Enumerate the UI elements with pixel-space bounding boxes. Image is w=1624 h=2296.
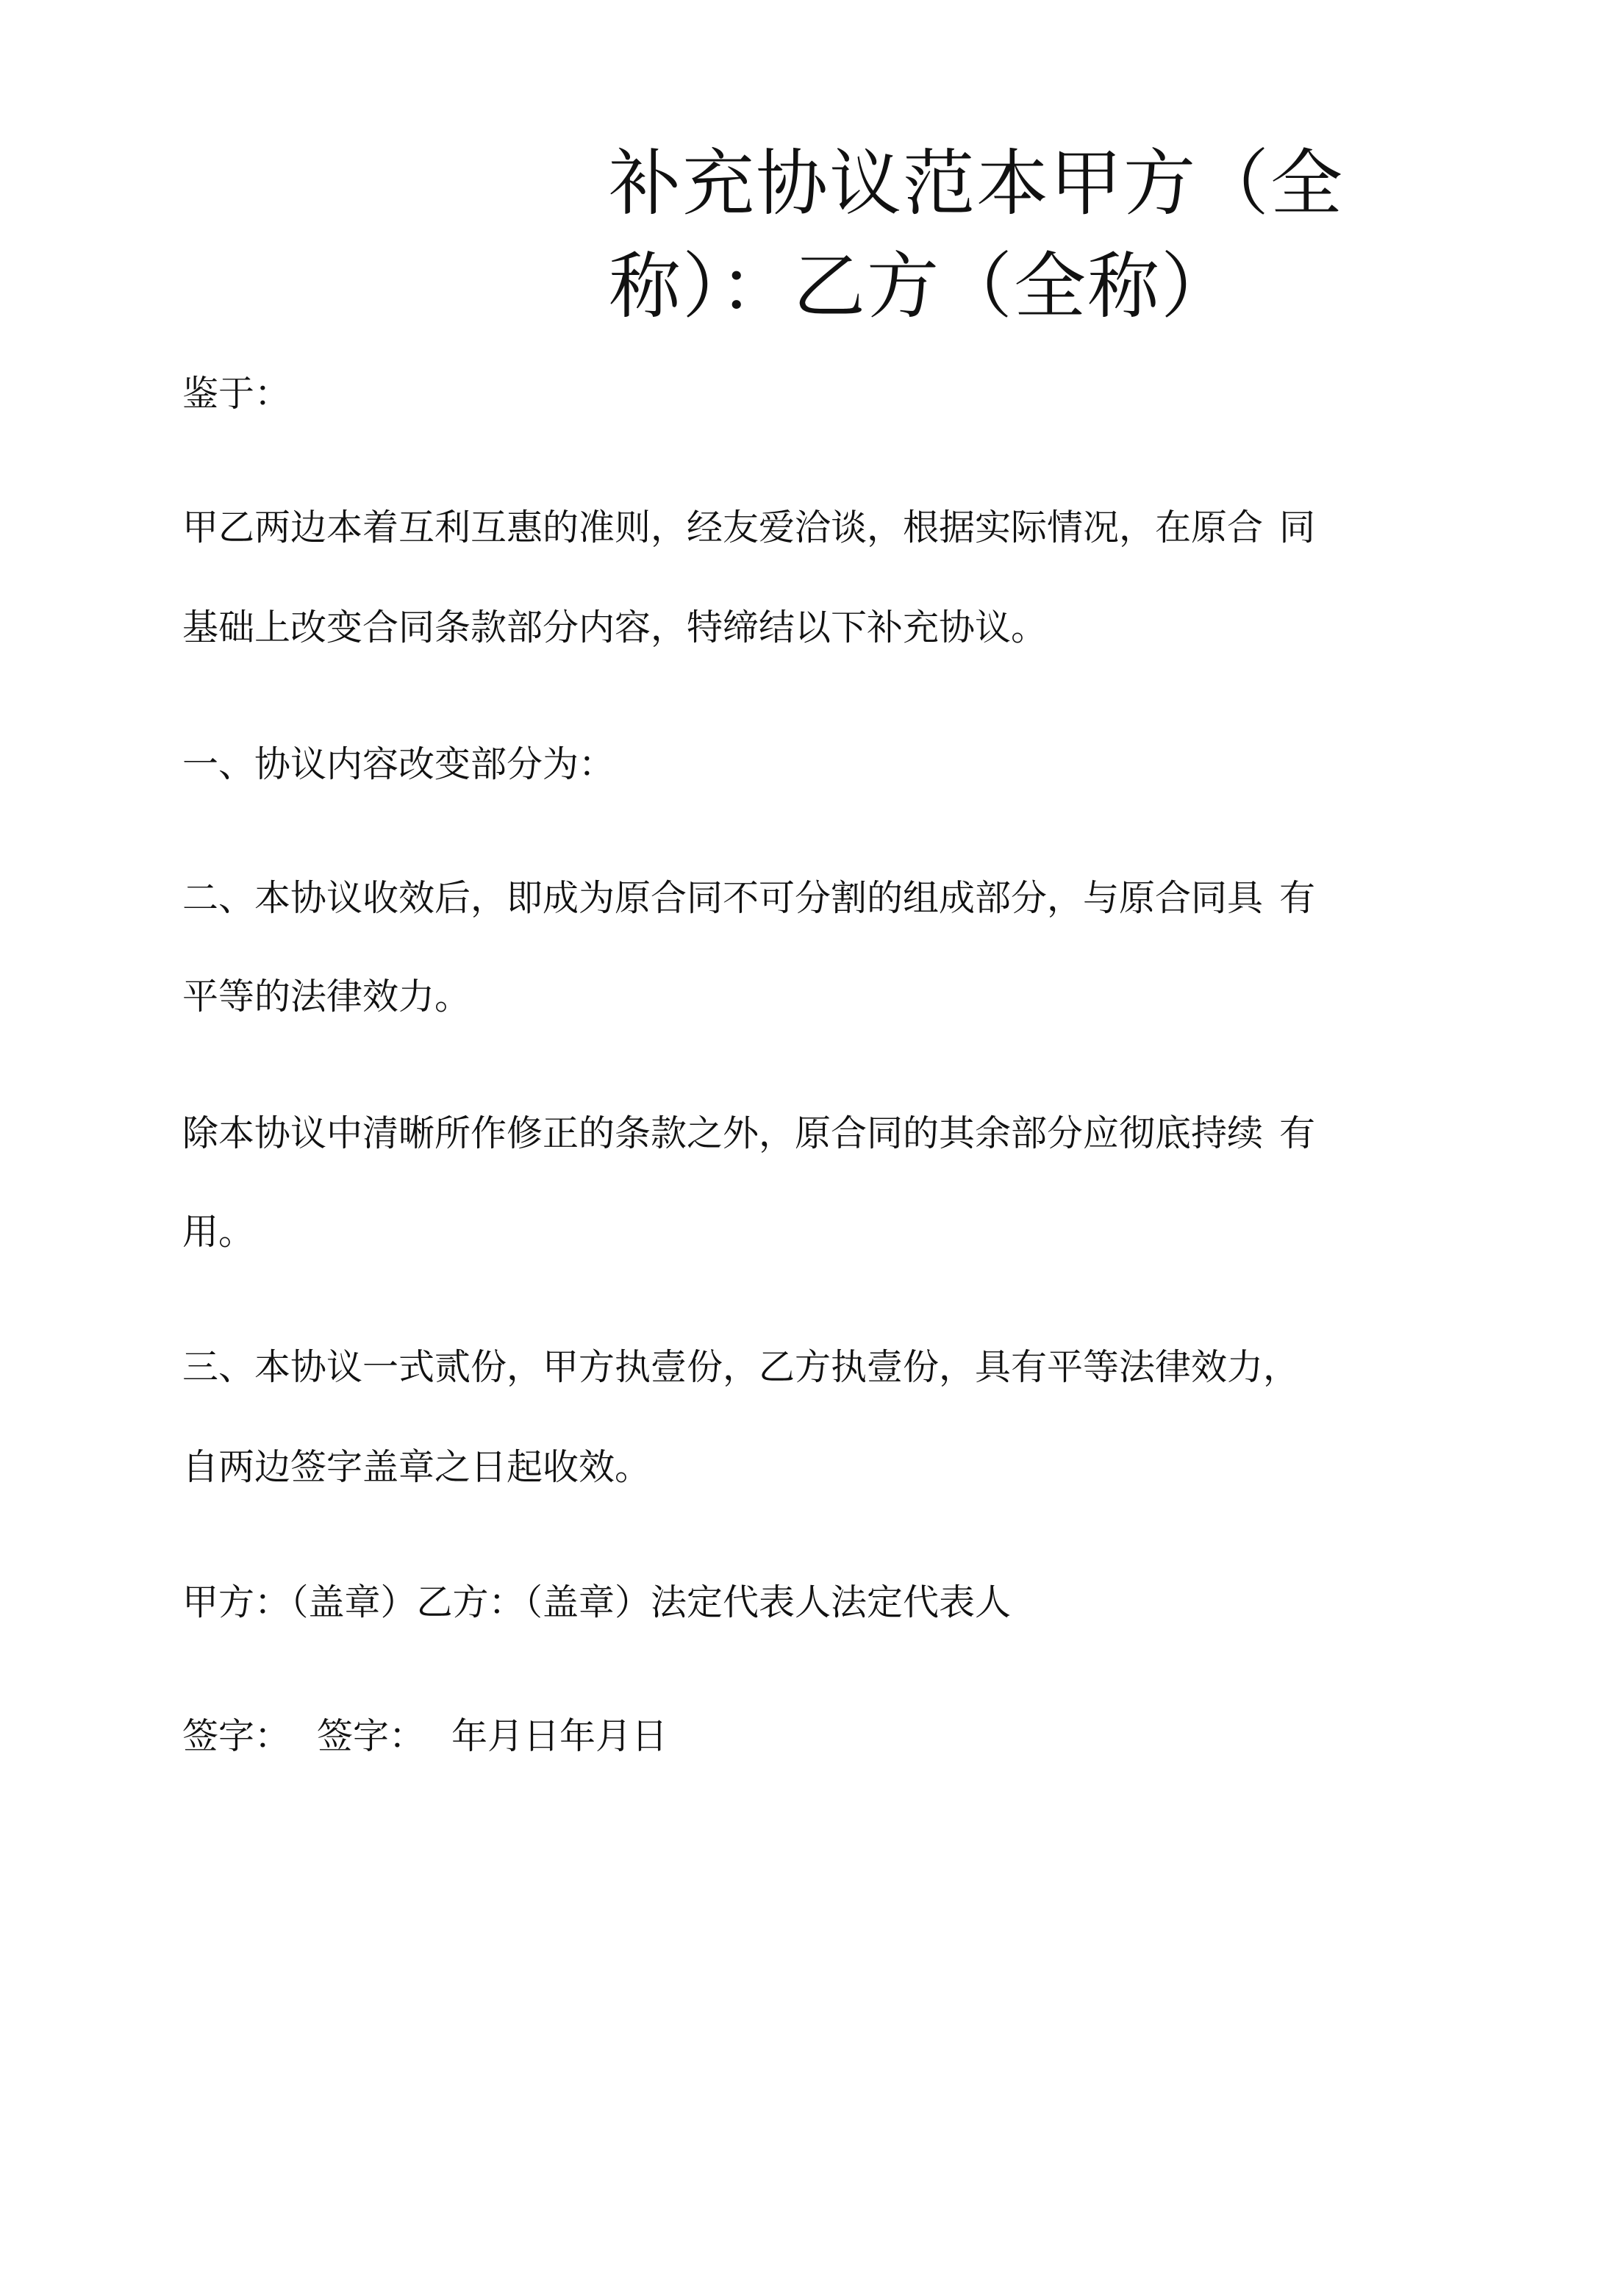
date-line: 年月日年月日 [451,1715,668,1757]
signature-parties-line: 甲方：（盖章）乙方：（盖章）法定代表人法定代表人 [182,1581,1012,1623]
paragraph-3-line-1-text: 除本协议中清晰所作修正的条款之外，原合同的其余部分应彻底持续 [182,1112,1264,1154]
paragraph-1-line-2: 基础上改变合同条款部分内容，特缔结以下补充协议。 [182,607,1048,648]
signature-b-label: 签字： [317,1715,426,1757]
clause-1: 一、协议内容改变部分为： [182,743,615,785]
signature-date-line [182,1714,668,1759]
document-title [609,132,1344,338]
clause-3-line-2: 自两边签字盖章之日起收效。 [182,1446,651,1488]
paragraph-1-line-1-end: 同 [1279,507,1316,548]
clause-2-line-1-end: 有 [1279,877,1316,919]
clause-2-line-1 [182,876,1315,920]
paragraph-1-line-1 [182,506,1315,550]
clause-2-line-1-text: 二、本协议收效后，即成为原合同不可分割的组成部分，与原合同具 [182,877,1264,919]
paragraph-3-line-1-end: 有 [1279,1112,1316,1154]
paragraph-1-line-1-text: 甲乙两边本着互利互惠的准则，经友爱洽谈，根据实际情况，在原合 [182,507,1264,548]
title-line-1: 补充协议范本甲方（全 [609,142,1345,226]
paragraph-3-line-1 [182,1112,1315,1156]
signature-a-label: 签字： [182,1715,291,1757]
clause-2-line-2: 平等的法律效力。 [182,976,471,1018]
preamble: 鉴于： [182,373,291,415]
title-line-2: 称）：乙方（全称） [609,245,1235,329]
paragraph-3-line-2: 用。 [182,1211,255,1253]
clause-3-line-1: 三、本协议一式贰份，甲方执壹份，乙方执壹份，具有平等法律效力， [182,1346,1300,1388]
